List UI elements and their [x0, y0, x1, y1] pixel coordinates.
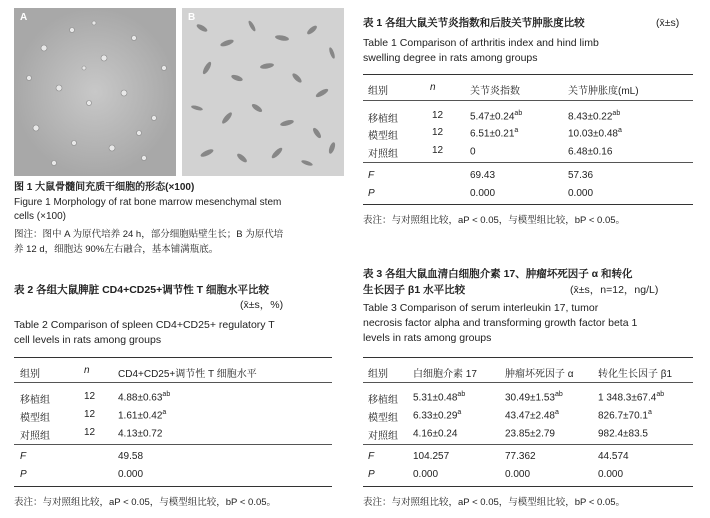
table-2-title-cn: 表 2 各组大鼠脾脏 CD4+CD25+调节性 T 细胞水平比较: [14, 284, 269, 296]
table-1-cell-swelling: 6.48±0.16: [568, 146, 613, 158]
table-2-stat-f-value: 49.58: [118, 451, 144, 462]
table-1-title-en-line2: swelling degree in rats among groups: [363, 52, 538, 64]
table-1-cell-n: 12: [432, 110, 444, 121]
table-2-cell-group: 模型组: [20, 413, 50, 424]
table-1-cell-arthritis: 5.47±0.24$^{ab}$: [470, 110, 523, 123]
table-2-stats-rule: [14, 444, 332, 445]
table-3-title-cn-line1: 表 3 各组大鼠血清白细胞介素 17、肿瘤坏死因子 α 和转化: [363, 268, 633, 280]
table-3-footnote: 表注：与对照组比较，aP < 0.05，与模型组比较，bP < 0.05。: [363, 497, 626, 508]
table-3-cell-group: 移植组: [368, 395, 398, 406]
table-3-title-cn-line2: 生长因子 β1 水平比较: [363, 284, 466, 296]
table-3-cell-il17: 6.33±0.29$^a$: [413, 409, 462, 422]
panel-b-cells: [182, 8, 344, 176]
table-1-title-en-line1: Table 1 Comparison of arthritis index and hind limb: [363, 37, 599, 49]
table-2-top-rule: [14, 357, 332, 358]
table-3-stat: (x̄±s，n=12，ng/L): [570, 284, 659, 296]
table-3-cell-group: 模型组: [368, 413, 398, 424]
table-2-cell-n: 12: [84, 409, 96, 420]
table-1-cell-n: 12: [432, 145, 444, 156]
micrograph-panel-a: [14, 8, 176, 176]
table-3-cell-il17: 4.16±0.24: [413, 428, 458, 440]
table-1-header-n: n: [430, 82, 436, 93]
table-1-cell-arthritis: 0: [470, 146, 476, 158]
table-3-stat-p-tnfa: 0.000: [505, 469, 531, 480]
table-1-cell-arthritis: 6.51±0.21$^a$: [470, 127, 519, 140]
table-2-cell-group: 对照组: [20, 431, 50, 442]
table-1-cell-swelling: 10.03±0.48$^a$: [568, 127, 622, 140]
table-1-stat-p-swelling: 0.000: [568, 188, 594, 199]
table-1-header-arthritis-index: 关节炎指数: [470, 86, 520, 97]
table-3-top-rule: [363, 357, 693, 358]
table-2-cell-group: 移植组: [20, 395, 50, 406]
table-1-stat: (x̄±s): [656, 17, 680, 29]
table-1-header-swelling: 关节肿胀度(mL): [568, 86, 639, 97]
table-1-stat-f-swelling: 57.36: [568, 170, 594, 181]
table-1-stats-rule: [363, 162, 693, 163]
table-1-cell-group: 对照组: [368, 149, 398, 160]
table-2-header-treg: CD4+CD25+调节性 T 细胞水平: [118, 369, 257, 380]
table-1-header-group: 组别: [368, 86, 388, 97]
table-3-cell-group: 对照组: [368, 431, 398, 442]
table-3-header-group: 组别: [368, 369, 388, 380]
table-3-stats-rule: [363, 444, 693, 445]
table-1-stat-f-arthritis: 69.43: [470, 170, 496, 181]
table-1-header-rule: [363, 100, 693, 101]
micrograph-panel-b: [182, 8, 344, 176]
table-3-cell-tgfb1: 826.7±70.1$^a$: [598, 409, 652, 422]
figure-1: [14, 8, 344, 176]
table-3-header-il17: 白细胞介素 17: [413, 369, 477, 380]
table-1-top-rule: [363, 74, 693, 75]
table-3-stat-f-il17: 104.257: [413, 451, 450, 462]
table-2-stat-p-value: 0.000: [118, 469, 144, 480]
table-2-cell-n: 12: [84, 427, 96, 438]
table-3-header-rule: [363, 382, 693, 383]
panel-a-label: A: [20, 12, 28, 23]
panel-b-label: B: [188, 12, 196, 23]
table-3-stat-p-tgfb1: 0.000: [598, 469, 624, 480]
table-2-title-en-line2: cell levels in rats among groups: [14, 334, 162, 346]
panel-a-cells: [14, 8, 176, 176]
table-3-cell-il17: 5.31±0.48$^{ab}$: [413, 391, 466, 404]
table-2-stat-f-label: F: [20, 451, 27, 462]
table-2-cell-value: 4.13±0.72: [118, 428, 163, 440]
table-2-cell-n: 12: [84, 391, 96, 402]
table-2-header-group: 组别: [20, 369, 40, 380]
figure-1-note-line1: 图注：图中 A 为原代培养 24 h，部分细胞贴壁生长；B 为原代培: [14, 229, 284, 240]
table-1-cell-group: 模型组: [368, 131, 398, 142]
table-1-bottom-rule: [363, 204, 693, 205]
table-2-header-n: n: [84, 365, 90, 376]
table-3-title-en-line1: Table 3 Comparison of serum interleukin 17, tumor: [363, 302, 599, 314]
table-3-header-tgfb1: 转化生长因子 β1: [598, 369, 673, 380]
table-3-stat-f-tgfb1: 44.574: [598, 451, 629, 462]
table-3-header-tnfa: 肿瘤坏死因子 α: [505, 369, 574, 380]
table-3-stat-f-label: F: [368, 451, 375, 462]
table-3-cell-tnfa: 23.85±2.79: [505, 428, 555, 440]
table-3-bottom-rule: [363, 486, 693, 487]
table-2-header-rule: [14, 382, 332, 383]
table-3-title-en-line3: levels in rats among groups: [363, 332, 492, 344]
table-1-stat-f-label: F: [368, 170, 375, 181]
table-3-cell-tnfa: 30.49±1.53$^{ab}$: [505, 391, 563, 404]
figure-1-caption-en-line1: Figure 1 Morphology of rat bone marrow mesenchymal stem: [14, 197, 282, 208]
table-1-stat-p-label: P: [368, 188, 375, 199]
figure-1-caption-cn: 图 1 大鼠骨髓间充质干细胞的形态(×100): [14, 182, 195, 193]
figure-1-caption-en-line2: cells (×100): [14, 211, 66, 222]
table-3-cell-tgfb1: 1 348.3±67.4$^{ab}$: [598, 391, 665, 404]
table-2-cell-value: 4.88±0.63$^{ab}$: [118, 391, 171, 404]
table-3-stat-f-tnfa: 77.362: [505, 451, 536, 462]
table-2-cell-value: 1.61±0.42$^a$: [118, 409, 167, 422]
table-3-stat-p-label: P: [368, 469, 375, 480]
table-3-cell-tnfa: 43.47±2.48$^a$: [505, 409, 559, 422]
table-1-cell-n: 12: [432, 127, 444, 138]
table-2-stat-p-label: P: [20, 469, 27, 480]
figure-1-note-line2: 养 12 d，细胞达 90%左右融合，基本铺满瓶底。: [14, 244, 219, 255]
table-2-stat: (x̄±s，%): [240, 299, 284, 311]
table-3-stat-p-il17: 0.000: [413, 469, 439, 480]
table-1-stat-p-arthritis: 0.000: [470, 188, 496, 199]
table-1-cell-group: 移植组: [368, 114, 398, 125]
table-1-footnote: 表注：与对照组比较，aP < 0.05，与模型组比较，bP < 0.05。: [363, 215, 626, 226]
table-2-title-en-line1: Table 2 Comparison of spleen CD4+CD25+ regulatory T: [14, 319, 275, 331]
table-3-title-en-line2: necrosis factor alpha and transforming growth factor beta 1: [363, 317, 638, 329]
table-1-cell-swelling: 8.43±0.22$^{ab}$: [568, 110, 621, 123]
table-1-title-cn: 表 1 各组大鼠关节炎指数和后肢关节肿胀度比较: [363, 17, 585, 29]
table-2-bottom-rule: [14, 486, 332, 487]
table-2-footnote: 表注：与对照组比较，aP < 0.05，与模型组比较，bP < 0.05。: [14, 497, 277, 508]
table-3-cell-tgfb1: 982.4±83.5: [598, 428, 648, 440]
